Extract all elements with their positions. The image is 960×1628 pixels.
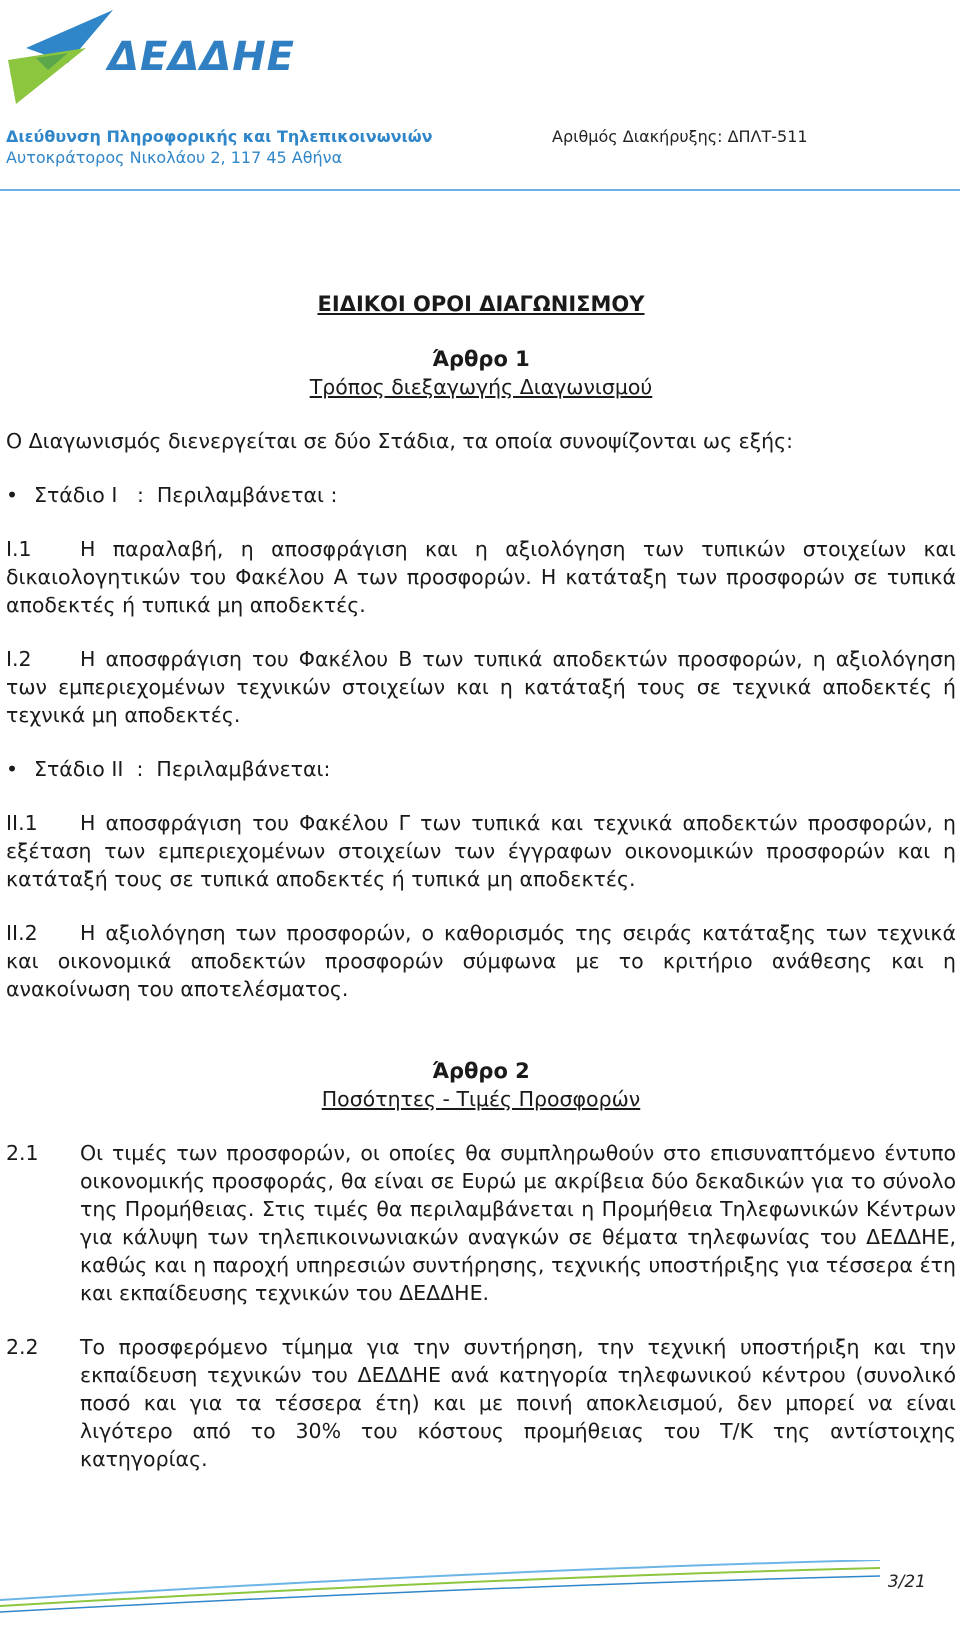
article-2-number: Άρθρο 2	[432, 1059, 530, 1083]
clause-2-1-number: 2.1	[6, 1141, 39, 1165]
clause-ii2-number: ΙΙ.2	[6, 921, 38, 945]
clause-ii2	[6, 919, 956, 1003]
article-1-subtitle: Τρόπος διεξαγωγής Διαγωνισμού	[309, 375, 653, 399]
clause-2-2	[6, 1333, 956, 1473]
stage-2-bullet	[6, 755, 956, 783]
clause-i2-number: Ι.2	[6, 647, 32, 671]
clause-i1-number: Ι.1	[6, 537, 32, 561]
clause-2-1	[6, 1139, 956, 1307]
document-title: ΕΙΔΙΚΟΙ ΟΡΟΙ ΔΙΑΓΩΝΙΣΜΟΥ	[317, 292, 645, 316]
clause-2-2-text: Το προσφερόμενο τίμημα για την συντήρηση, την τεχνική υποστήριξη και την εκπαίδευση τεχνικών του ΔΕΔΔΗΕ ανά κατηγορία τηλεφωνικού κέντρου (συνολικό ποσό και για τα τέσσερα έτη) και με ποινή αποκλεισμού, δεν μπορεί να είναι λιγότερο από το 30% του κόστους προμήθειας του Τ/Κ της αντίστοιχης κατηγορίας.	[80, 1335, 956, 1471]
stage-1-bullet	[6, 481, 956, 509]
clause-i2	[6, 645, 956, 729]
page-header	[0, 0, 960, 195]
clause-i2-text: Η αποσφράγιση του Φακέλου Β των τυπικά αποδεκτών προσφορών, η αξιολόγηση των εμπεριεχομένων τεχνικών στοιχείων και η κατάταξή τους σε τεχνικά αποδεκτές ή τεχνικά μη αποδεκτές.	[6, 647, 956, 727]
bullet-icon: •	[6, 757, 19, 781]
deddie-logo	[8, 8, 298, 108]
org-name: Διεύθυνση Πληροφορικής και Τηλεπικοινωνιών	[6, 127, 433, 146]
clause-i1	[6, 535, 956, 619]
page-number: 3/21	[887, 1572, 926, 1592]
bullet-icon: •	[6, 483, 19, 507]
org-address: Αυτοκράτορος Νικολάου 2, 117 45 Αθήνα	[6, 148, 343, 167]
article-1-intro: Ο Διαγωνισμός διενεργείται σε δύο Στάδια, τα οποία συνοψίζονται ως εξής:	[6, 429, 794, 453]
clause-ii2-text: Η αξιολόγηση των προσφορών, ο καθορισμός της σειράς κατάταξης των τεχνικά και οικονομικά αποδεκτών προσφορών σύμφωνα με το κριτήριο ανάθεσης και η ανακοίνωση του αποτελέσματος.	[6, 921, 956, 1001]
page-footer	[0, 1560, 960, 1628]
stage-1-label: Στάδιο Ι : Περιλαμβάνεται :	[34, 483, 338, 507]
clause-2-1-text: Οι τιμές των προσφορών, οι οποίες θα συμπληρωθούν στο επισυναπτόμενο έντυπο οικονομικής προσφοράς, θα είναι σε Ευρώ με ακρίβεια δύο δεκαδικών για το σύνολο της Προμήθειας. Στις τιμές θα περιλαμβάνεται η Προμήθεια Τηλεφωνικών Κέντρων για κάλυψη των τηλεπικοινωνιακών αναγκών σε θέματα τηλεφωνίας του ΔΕΔΔΗΕ, καθώς και η παροχή υπηρεσιών συντήρησης, τεχνικής υποστήριξης για τέσσερα έτη και εκπαίδευσης τεχνικών του ΔΕΔΔΗΕ.	[80, 1141, 956, 1305]
article-1-number: Άρθρο 1	[432, 347, 530, 371]
article-2-subtitle: Ποσότητες - Τιμές Προσφορών	[321, 1087, 641, 1111]
logo-bolt-icon	[8, 8, 118, 108]
declaration-number: Αριθμός Διακήρυξης: ΔΠΛΤ-511	[552, 127, 808, 146]
logo-wordmark: ΔΕΔΔΗΕ	[108, 34, 295, 80]
clause-2-2-number: 2.2	[6, 1335, 39, 1359]
clause-i1-text: Η παραλαβή, η αποσφράγιση και η αξιολόγηση των τυπικών στοιχείων και δικαιολογητικών του Φακέλου Α των προσφορών. Η κατάταξη των προσφορών σε τυπικά αποδεκτές ή τυπικά μη αποδεκτές.	[6, 537, 956, 617]
footer-swoosh	[0, 1560, 960, 1628]
document-body	[6, 290, 956, 1473]
stage-2-label: Στάδιο ΙΙ : Περιλαμβάνεται:	[34, 757, 331, 781]
clause-ii1	[6, 809, 956, 893]
clause-ii1-text: Η αποσφράγιση του Φακέλου Γ των τυπικά και τεχνικά αποδεκτών προσφορών, η εξέταση των εμπεριεχομένων στοιχείων των έγγραφων οικονομικών προσφορών και η κατάταξή τους σε τυπικά αποδεκτές ή τυπικά μη αποδεκτές.	[6, 811, 956, 891]
clause-ii1-number: ΙΙ.1	[6, 811, 38, 835]
header-divider	[0, 189, 960, 191]
